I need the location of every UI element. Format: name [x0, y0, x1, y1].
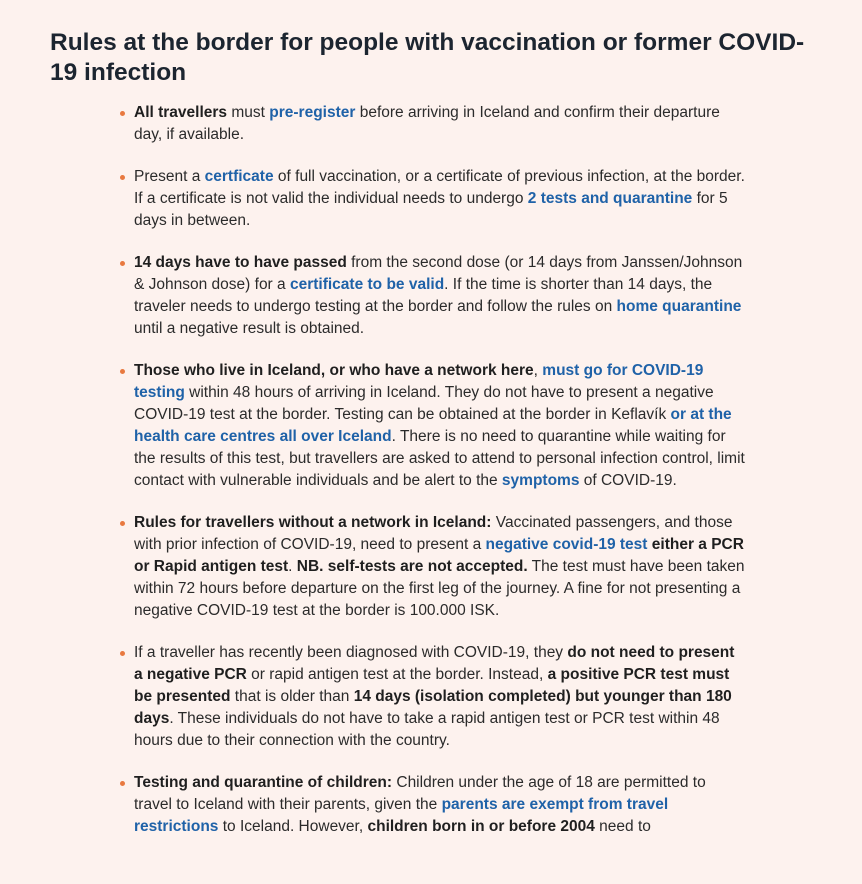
rule-text: or rapid antigen test at the border. Instead,: [246, 666, 548, 683]
rule-link[interactable]: pre-register: [269, 104, 356, 121]
rule-link[interactable]: parents are exempt from travel restrictions: [134, 796, 669, 835]
rule-item: [117, 252, 747, 340]
rule-link[interactable]: certficate: [204, 168, 274, 185]
rule-link[interactable]: certificate to be valid: [289, 276, 445, 293]
rule-text: . If the time is shorter than 14 days, the traveler needs to undergo testing at the border and follow the rules on: [134, 276, 713, 315]
rule-emphasis: do not need to present a negative PCR: [134, 644, 735, 683]
rule-item: [117, 642, 747, 752]
rule-item: [117, 772, 747, 838]
rule-text: must: [227, 104, 270, 121]
rule-item: [117, 360, 747, 492]
rule-text: of COVID-19.: [579, 472, 677, 489]
rule-link[interactable]: must go for COVID-19 testing: [134, 362, 704, 401]
rules-list: [117, 102, 747, 858]
rule-emphasis: either a PCR or Rapid antigen test: [134, 536, 744, 575]
rule-link[interactable]: negative covid-19 test: [485, 536, 648, 553]
rule-text: ,: [533, 362, 543, 379]
rule-text: of full vaccination, or a certificate of previous infection, at the border. If a certificate is not valid the individual needs to undergo: [134, 168, 745, 207]
rule-item: [117, 512, 747, 622]
rule-text: that is older than: [230, 688, 354, 705]
rule-link[interactable]: or at the health care centres all over Iceland: [134, 406, 732, 445]
rule-text: need to: [594, 818, 651, 835]
rule-emphasis: 14 days have to have passed: [134, 254, 347, 271]
rule-text: for 5 days in between.: [134, 190, 728, 229]
bullet-icon: [120, 261, 125, 266]
rule-link[interactable]: 2 tests and quarantine: [527, 190, 693, 207]
page-title: Rules at the border for people with vaccination or former COVID-19 infection: [50, 29, 805, 86]
rule-text: Vaccinated passengers, and those with prior infection of COVID-19, need to present a: [134, 514, 733, 553]
rule-text: The test must have been taken within 72 hours before departure on the first leg of the journey. A fine for not presenting a negative COVID-19 test at the border is 100.000 ISK.: [134, 558, 745, 619]
rule-text: Present a: [134, 168, 205, 185]
rule-item: [117, 166, 747, 232]
rule-text: to Iceland. However,: [218, 818, 368, 835]
rule-text: If a traveller has recently been diagnosed with COVID-19, they: [134, 644, 568, 661]
bullet-icon: [120, 111, 125, 116]
rule-emphasis: NB. self-tests are not accepted.: [296, 558, 528, 575]
bullet-icon: [120, 651, 125, 656]
rule-text: before arriving in Iceland and confirm their departure day, if available.: [134, 104, 720, 143]
bullet-icon: [120, 175, 125, 180]
rule-text: Children under the age of 18 are permitted to travel to Iceland with their parents, given the: [134, 774, 706, 813]
rule-emphasis: 14 days (isolation completed) but younger than 180 days: [134, 688, 732, 727]
rule-text: from the second dose (or 14 days from Janssen/Johnson & Johnson dose) for a: [134, 254, 743, 293]
rule-emphasis: All travellers: [134, 104, 228, 121]
rule-text: . These individuals do not have to take a rapid antigen test or PCR test within 48 hours due to their connection with the country.: [134, 710, 720, 749]
rule-text: .: [288, 558, 297, 575]
bullet-icon: [120, 369, 125, 374]
bullet-icon: [120, 521, 125, 526]
rule-link[interactable]: symptoms: [501, 472, 580, 489]
bullet-icon: [120, 781, 125, 786]
rule-text: . There is no need to quarantine while waiting for the results of this test, but travellers are asked to attend to personal infection control, limit contact with vulnerable individuals and be alert to the: [134, 428, 745, 489]
rule-item: [117, 102, 747, 146]
rule-link[interactable]: home quarantine: [616, 298, 742, 315]
rule-text: until a negative result is obtained.: [134, 320, 365, 337]
rule-emphasis: children born in or before 2004: [367, 818, 595, 835]
rule-emphasis: Rules for travellers without a network in Iceland:: [134, 514, 492, 531]
rule-text: within 48 hours of arriving in Iceland. They do not have to present a negative COVID-19 test at the border. Testing can be obtained at the border in Keflavík: [134, 384, 714, 423]
rule-emphasis: a positive PCR test must be presented: [134, 666, 730, 705]
rule-emphasis: Those who live in Iceland, or who have a network here: [134, 362, 534, 379]
rule-emphasis: Testing and quarantine of children:: [134, 774, 393, 791]
